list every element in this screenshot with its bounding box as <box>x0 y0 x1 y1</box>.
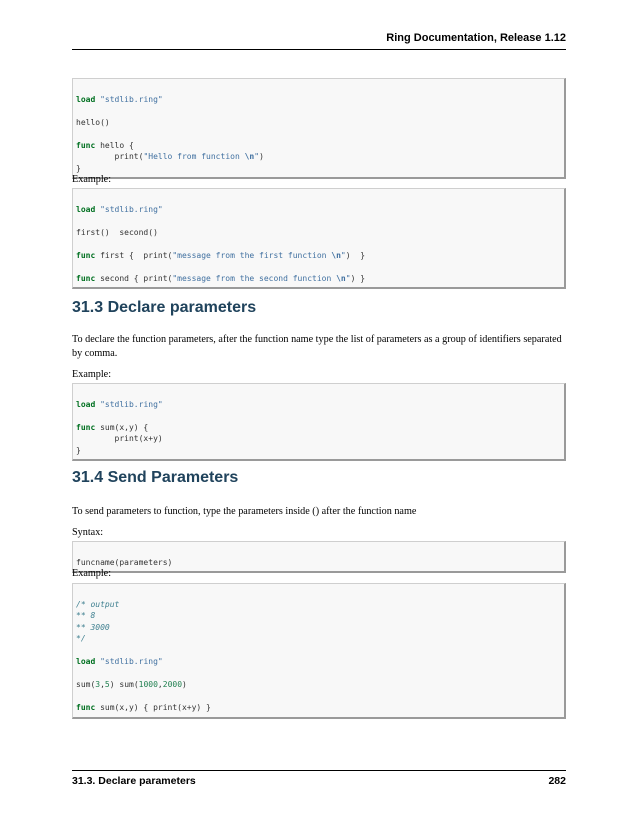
code-string: " <box>345 273 351 283</box>
syntax-label: Syntax: <box>72 527 104 538</box>
code-escape: \n <box>331 250 341 260</box>
section-body: To declare the function parameters, after the function name type the list of parameters as a group of identifiers separated by comma. <box>72 334 562 359</box>
code-keyword: func <box>76 273 96 283</box>
code-string: "stdlib.ring" <box>100 657 163 666</box>
code-number: 1000 <box>138 680 158 689</box>
code-string: "stdlib.ring" <box>100 399 163 409</box>
code-block-hello <box>72 78 566 179</box>
example-label: Example: <box>72 568 112 579</box>
footer-section-title: 31.3. Declare parameters <box>72 775 196 787</box>
code-string: "stdlib.ring" <box>100 204 163 214</box>
code-escape: \n <box>336 273 346 283</box>
example-label: Example: <box>72 369 112 380</box>
code-keyword: func <box>76 140 96 150</box>
code-number: 2000 <box>162 680 183 689</box>
code-text: ) <box>259 152 264 161</box>
code-escape: \n <box>244 152 255 161</box>
code-number: 5 <box>104 680 110 689</box>
code-keyword: func <box>76 422 96 432</box>
code-text: hello { <box>95 140 134 150</box>
code-line: hello() <box>76 117 110 127</box>
example-label: Example: <box>72 174 112 185</box>
code-keyword: func <box>76 703 96 712</box>
code-keyword: load <box>76 94 96 104</box>
code-block-send-params <box>72 583 566 719</box>
code-number: 3 <box>95 680 101 689</box>
code-line: funcname(parameters) <box>76 557 173 567</box>
code-text: sum(x,y) { <box>95 422 149 432</box>
code-keyword: func <box>76 250 96 260</box>
code-block-first-second <box>72 188 566 289</box>
code-line: first() second() <box>76 227 158 237</box>
page-number: 282 <box>548 775 566 787</box>
code-string: "stdlib.ring" <box>100 94 163 104</box>
code-line: } <box>76 445 81 455</box>
section-heading: 31.3 Declare parameters <box>72 299 257 316</box>
code-text: ) } <box>345 250 366 260</box>
code-comment: ** 3000 <box>76 622 110 632</box>
section-heading: 31.4 Send Parameters <box>72 469 239 486</box>
page-footer <box>72 770 566 787</box>
code-line: print(x+y) <box>76 434 163 443</box>
code-comment: ** 8 <box>76 611 96 620</box>
code-text: sum(x,y) { print(x+y) } <box>95 703 211 712</box>
code-keyword: load <box>76 657 96 666</box>
code-text: sum( <box>76 680 96 689</box>
code-text: ) sum( <box>109 680 139 689</box>
code-string: " <box>254 152 260 161</box>
header-title: Ring Documentation, Release 1.12 <box>386 32 566 44</box>
code-comment: */ <box>76 634 86 643</box>
code-text: ) <box>182 680 187 689</box>
code-text: , <box>157 680 163 689</box>
code-text: , <box>100 680 105 689</box>
code-string: "message from the first function <box>172 250 332 260</box>
code-string: " <box>340 250 346 260</box>
code-keyword: load <box>76 399 96 409</box>
code-line: } <box>76 163 81 173</box>
code-block-sum-params <box>72 383 566 461</box>
code-keyword: load <box>76 204 96 214</box>
code-string: "message from the second function <box>172 273 337 283</box>
code-text: ) } <box>350 273 366 283</box>
section-body: To send parameters to function, type the parameters inside () after the function name <box>72 506 417 517</box>
page-header <box>72 30 566 50</box>
code-text: print( <box>76 152 144 161</box>
code-string: "Hello from function <box>143 152 245 161</box>
code-comment: /* output <box>76 599 120 609</box>
code-text: first { print( <box>95 250 173 260</box>
code-text: second { print( <box>95 273 173 283</box>
